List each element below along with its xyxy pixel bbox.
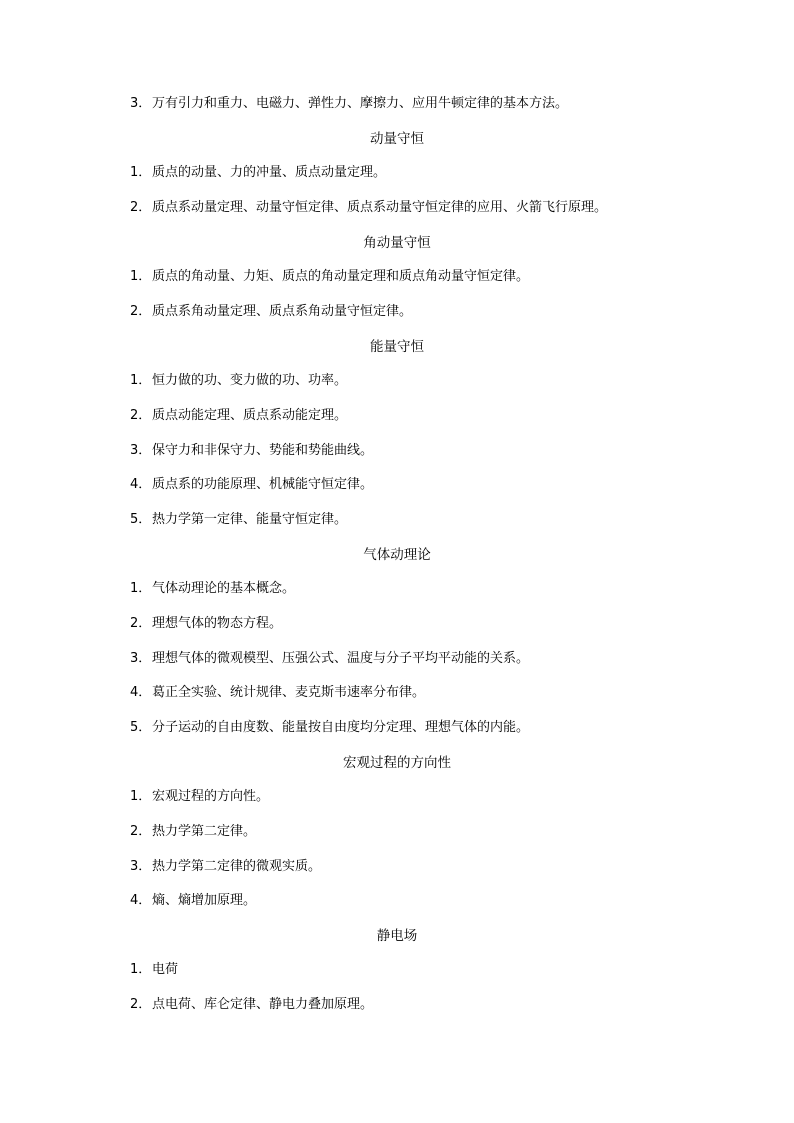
item-text: 热力学第二定律。 bbox=[152, 824, 257, 839]
item-text: 质点的角动量、力矩、质点的角动量定理和质点角动量守恒定律。 bbox=[152, 269, 530, 284]
list-item bbox=[130, 510, 690, 530]
section-heading-kinetic-theory: 气体动理论 bbox=[363, 547, 431, 563]
item-number: 1． bbox=[130, 962, 152, 977]
list-item bbox=[130, 822, 690, 842]
item-text: 熵、熵增加原理。 bbox=[152, 893, 257, 908]
list-item bbox=[130, 683, 690, 703]
item-number: 4． bbox=[130, 685, 152, 700]
section-heading-energy: 能量守恒 bbox=[370, 339, 424, 355]
item-number: 2． bbox=[130, 304, 152, 319]
item-text: 保守力和非保守力、势能和势能曲线。 bbox=[152, 443, 374, 458]
item-number: 4． bbox=[130, 893, 152, 908]
list-item bbox=[130, 857, 690, 877]
item-number: 3． bbox=[130, 651, 152, 666]
list-item bbox=[130, 371, 690, 391]
item-text: 质点系角动量定理、质点系角动量守恒定律。 bbox=[152, 304, 413, 319]
section-heading-electrostatic-field: 静电场 bbox=[376, 928, 418, 944]
item-text: 质点系的功能原理、机械能守恒定律。 bbox=[152, 477, 374, 492]
list-item bbox=[130, 475, 690, 495]
item-number: 4． bbox=[130, 477, 152, 492]
list-item bbox=[130, 94, 690, 114]
list-item bbox=[130, 718, 690, 738]
item-text: 质点系动量定理、动量守恒定律、质点系动量守恒定律的应用、火箭飞行原理。 bbox=[152, 200, 608, 215]
item-number: 2． bbox=[130, 408, 152, 423]
list-item bbox=[130, 891, 690, 911]
item-text: 宏观过程的方向性。 bbox=[152, 789, 270, 804]
item-text: 点电荷、库仑定律、静电力叠加原理。 bbox=[152, 997, 374, 1012]
list-item bbox=[130, 163, 690, 183]
item-text: 质点的动量、力的冲量、质点动量定理。 bbox=[152, 165, 387, 180]
list-item bbox=[130, 614, 690, 634]
list-item bbox=[130, 267, 690, 287]
item-number: 5． bbox=[130, 512, 152, 527]
item-text: 热力学第二定律的微观实质。 bbox=[152, 859, 322, 874]
item-number: 2． bbox=[130, 616, 152, 631]
item-number: 1． bbox=[130, 373, 152, 388]
item-number: 3． bbox=[130, 443, 152, 458]
list-item bbox=[130, 649, 690, 669]
item-text: 理想气体的微观模型、压强公式、温度与分子平均平动能的关系。 bbox=[152, 651, 530, 666]
item-number: 1． bbox=[130, 165, 152, 180]
list-item bbox=[130, 960, 690, 980]
section-heading-angular-momentum: 角动量守恒 bbox=[363, 235, 431, 251]
item-number: 5． bbox=[130, 720, 152, 735]
section-heading-macro-direction: 宏观过程的方向性 bbox=[343, 755, 451, 771]
item-text: 理想气体的物态方程。 bbox=[152, 616, 283, 631]
list-item bbox=[130, 787, 690, 807]
list-item bbox=[130, 579, 690, 599]
item-text: 万有引力和重力、电磁力、弹性力、摩擦力、应用牛顿定律的基本方法。 bbox=[152, 96, 569, 111]
item-number: 3． bbox=[130, 859, 152, 874]
item-text: 热力学第一定律、能量守恒定律。 bbox=[152, 512, 348, 527]
list-item bbox=[130, 406, 690, 426]
item-number: 2． bbox=[130, 200, 152, 215]
list-item bbox=[130, 302, 690, 322]
item-number: 3． bbox=[130, 96, 152, 111]
item-text: 分子运动的自由度数、能量按自由度均分定理、理想气体的内能。 bbox=[152, 720, 530, 735]
section-heading-momentum: 动量守恒 bbox=[370, 131, 424, 147]
list-item bbox=[130, 995, 690, 1015]
item-text: 气体动理论的基本概念。 bbox=[152, 581, 296, 596]
list-item bbox=[130, 198, 690, 218]
item-number: 1． bbox=[130, 789, 152, 804]
item-text: 电荷 bbox=[152, 962, 179, 977]
item-text: 恒力做的功、变力做的功、功率。 bbox=[152, 373, 348, 388]
item-number: 2． bbox=[130, 997, 152, 1012]
item-text: 质点动能定理、质点系动能定理。 bbox=[152, 408, 348, 423]
item-text: 葛正全实验、统计规律、麦克斯韦速率分布律。 bbox=[152, 685, 426, 700]
list-item bbox=[130, 441, 690, 461]
item-number: 1． bbox=[130, 269, 152, 284]
item-number: 2． bbox=[130, 824, 152, 839]
item-number: 1． bbox=[130, 581, 152, 596]
